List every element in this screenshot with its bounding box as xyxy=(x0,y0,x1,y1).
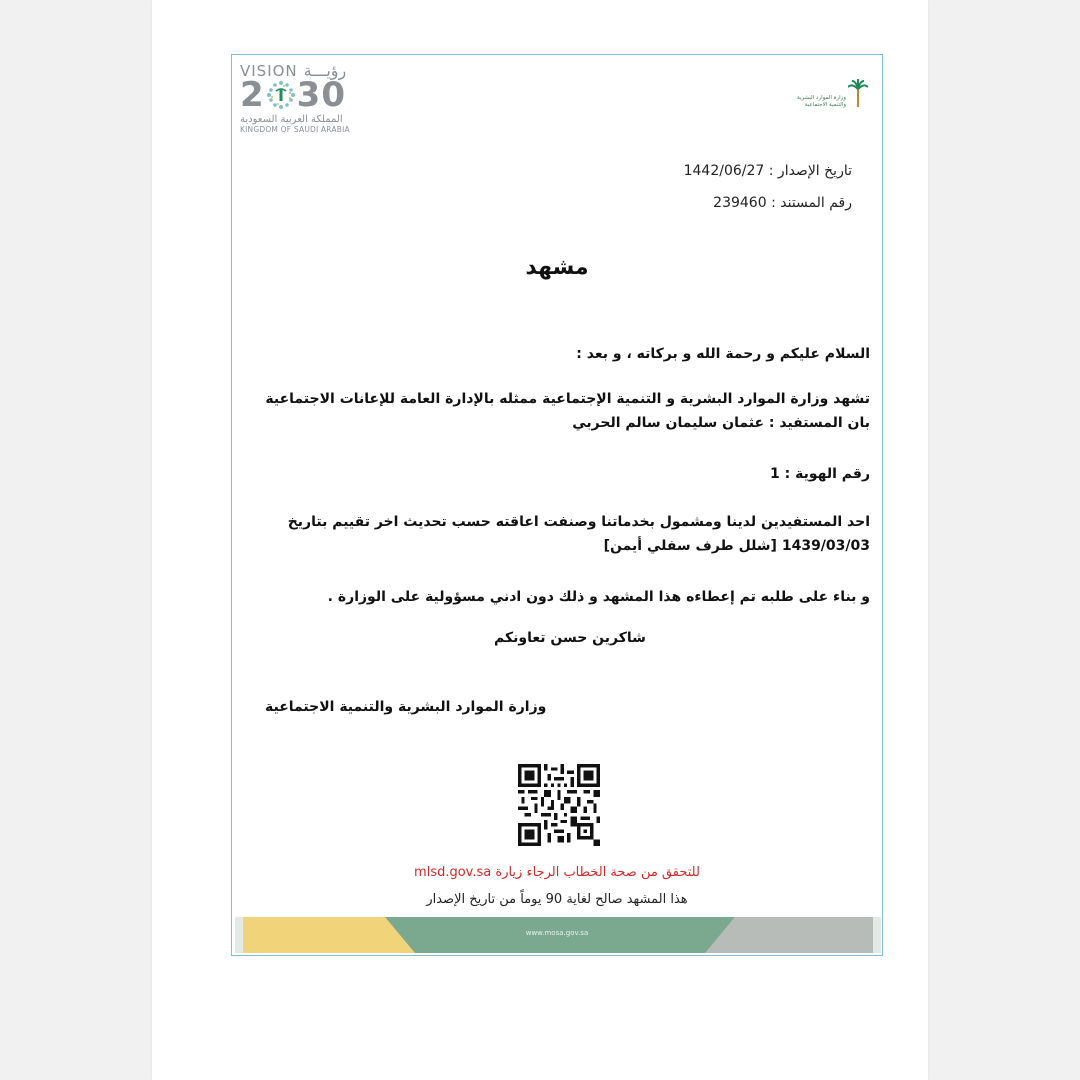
palm-tree-icon xyxy=(848,79,868,109)
vision-30-digits: 30 xyxy=(296,75,346,115)
certificate-document xyxy=(231,54,883,956)
vision-2030-logo xyxy=(240,61,360,141)
greeting-text: السلام عليكم و رحمة الله و بركاته ، و بعد : xyxy=(576,346,870,362)
thanks-text: شاكرين حسن تعاونكم xyxy=(494,630,646,646)
kingdom-ar-text: المملكة العربية السعودية xyxy=(240,114,343,125)
vision-en-text: VISION xyxy=(240,62,298,80)
vision-2-digit: 2 xyxy=(240,75,265,115)
ministry-signature: وزارة الموارد البشرية والتنمية الاجتماعية xyxy=(265,699,547,715)
disability-paragraph: احد المستفيدين لدينا ومشمول بخدماتنا وصنفت اعاقته حسب تحديث اخر تقييم بتاريخ 1439/03/03 [شلل طرف سفلي أيمن] xyxy=(287,514,870,554)
footer-band xyxy=(235,917,879,953)
id-number-line: رقم الهوية : 1 xyxy=(770,466,870,482)
document-title: مشهد xyxy=(525,255,589,280)
footer-url: www.mosa.gov.sa xyxy=(525,929,589,937)
certification-paragraph: تشهد وزارة الموارد البشرية و التنمية الإجتماعية ممثله بالإدارة العامة للإعانات الاجتماعية بان المستفيد : عثمان سليمان سالم الحربي xyxy=(265,391,870,431)
document-number: رقم المستند : 239460 xyxy=(713,195,852,211)
vision-flower-icon xyxy=(266,80,296,110)
ministry-logo-line2: والتنمية الاجتماعية xyxy=(804,102,846,108)
verification-link-text: للتحقق من صحة الخطاب الرجاء زيارة mlsd.gov.sa xyxy=(414,865,700,880)
ministry-logo xyxy=(796,79,868,125)
vision-ar-text: رؤيـــة xyxy=(303,61,347,80)
ministry-logo-line1: وزارة الموارد البشرية xyxy=(796,95,846,101)
kingdom-en-text: KINGDOM OF SAUDI ARABIA xyxy=(240,125,350,134)
issue-date: تاريخ الإصدار : 1442/06/27 xyxy=(683,163,852,179)
qr-code xyxy=(518,764,600,846)
validity-text: هذا المشهد صالح لغاية 90 يوماً من تاريخ الإصدار xyxy=(426,892,688,907)
disclaimer-paragraph: و بناء على طلبه تم إعطاءه هذا المشهد و ذلك دون ادني مسؤولية على الوزارة . xyxy=(327,589,870,605)
ministry-logo-text xyxy=(797,95,846,109)
